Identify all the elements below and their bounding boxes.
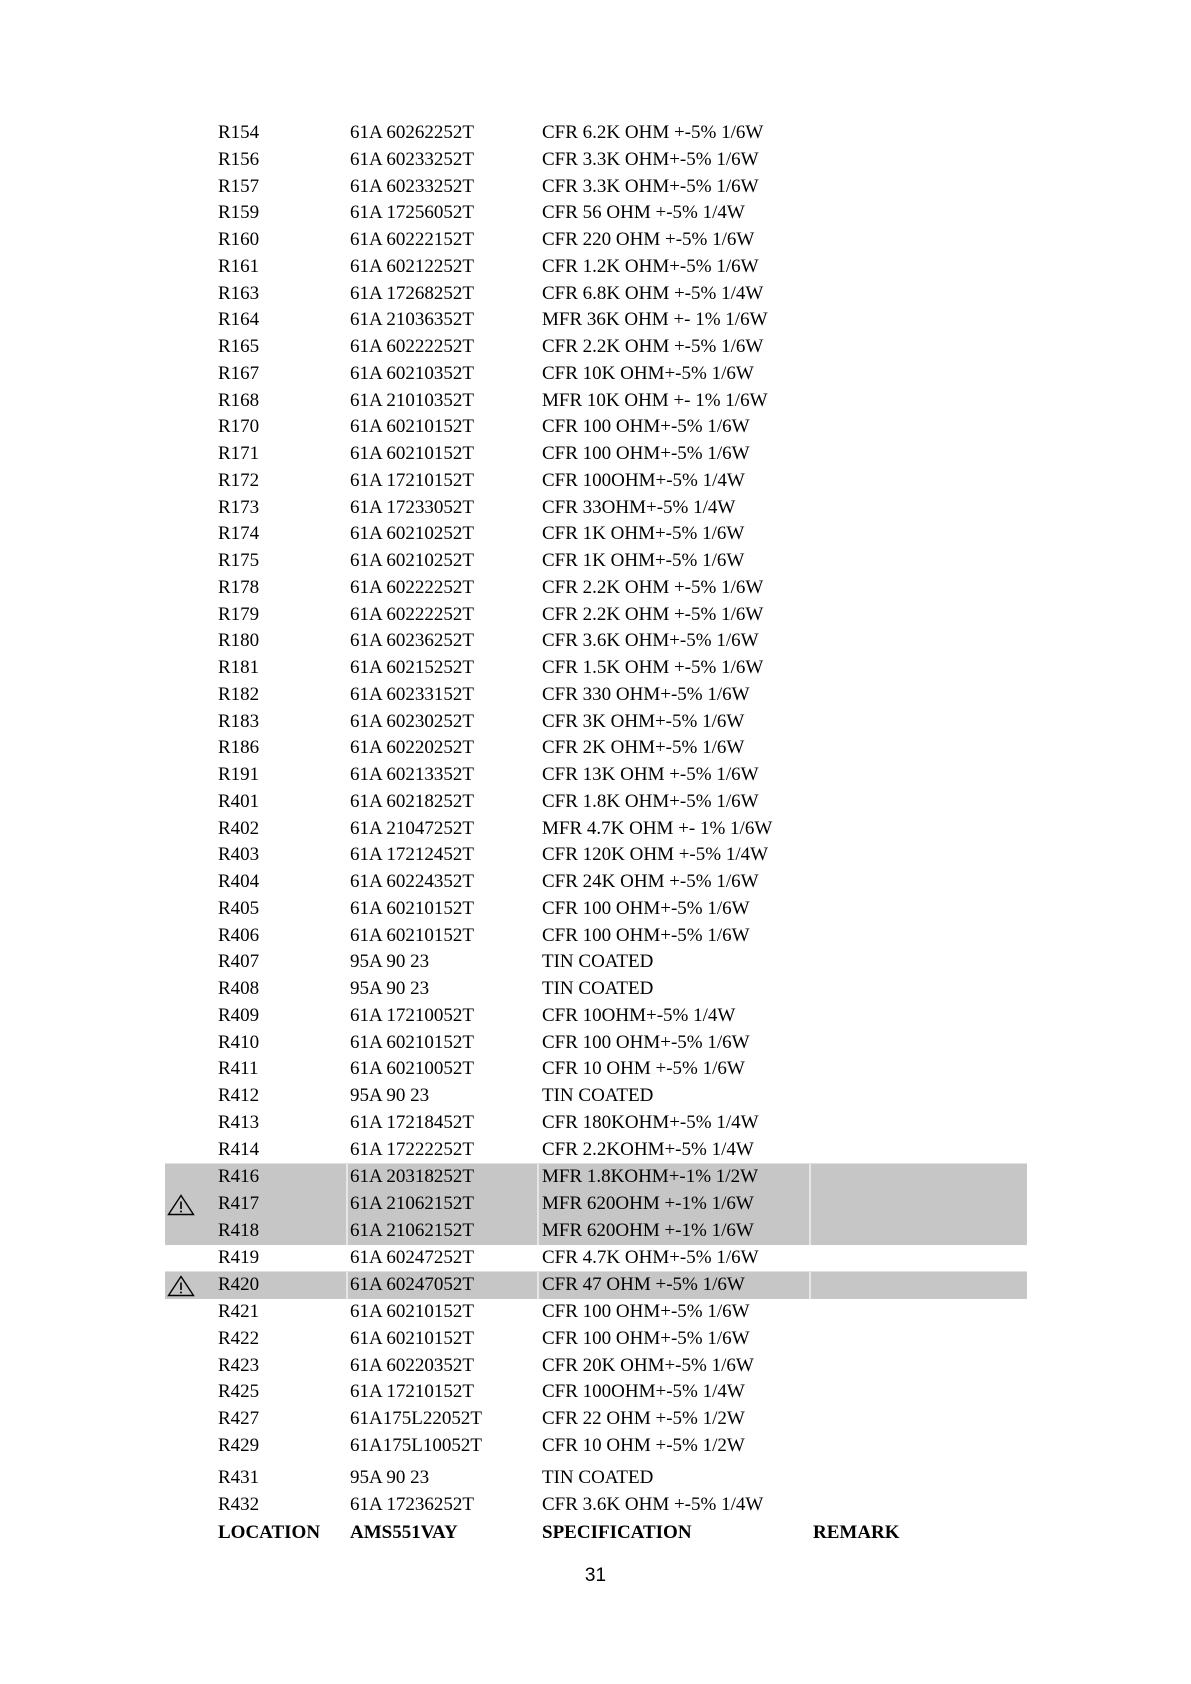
part-number-cell: 61A 60247052T <box>350 1274 475 1296</box>
specification-cell: CFR 100 OHM+-5% 1/6W <box>542 416 750 438</box>
page-number: 31 <box>584 1565 607 1586</box>
specification-cell: CFR 2.2KOHM+-5% 1/4W <box>542 1138 754 1160</box>
table-row <box>165 147 1027 174</box>
location-cell: R416 <box>218 1166 260 1188</box>
location-cell: R175 <box>218 550 260 571</box>
location-cell: R432 <box>218 1493 260 1515</box>
part-number-cell: 61A 17210052T <box>350 1004 475 1026</box>
specification-cell: CFR 33OHM+-5% 1/4W <box>542 496 736 518</box>
part-number-cell: 61A 60218252T <box>350 790 475 812</box>
table-row <box>165 468 1027 495</box>
part-number-cell: 61A 60210252T <box>350 550 475 571</box>
location-cell: R401 <box>218 790 260 812</box>
location-cell: R427 <box>218 1408 260 1429</box>
table-row <box>165 388 1027 415</box>
table-row <box>165 1379 1027 1406</box>
specification-header: SPECIFICATION <box>542 1521 692 1543</box>
table-row <box>165 200 1027 227</box>
specification-cell: CFR 3.3K OHM+-5% 1/6W <box>542 175 759 197</box>
location-cell: R422 <box>218 1327 260 1349</box>
location-cell: R159 <box>218 202 260 224</box>
specification-cell: MFR 4.7K OHM +- 1% 1/6W <box>542 817 773 839</box>
table-row <box>165 628 1027 655</box>
specification-cell: CFR 100 OHM+-5% 1/6W <box>542 1031 750 1053</box>
specification-cell: CFR 100 OHM+-5% 1/6W <box>542 443 750 464</box>
part-number-cell: 61A 17210152T <box>350 469 475 491</box>
part-number-cell: 61A175L22052T <box>350 1408 482 1429</box>
part-number-cell: 61A 60210152T <box>350 1031 475 1053</box>
location-cell: R163 <box>218 282 260 304</box>
part-number-cell: 61A 60262252T <box>350 122 475 143</box>
part-number-cell: 61A 60222252T <box>350 576 475 598</box>
specification-cell: CFR 2.2K OHM +-5% 1/6W <box>542 603 764 625</box>
part-number-cell: 61A 17222252T <box>350 1138 475 1160</box>
location-cell: R154 <box>218 122 260 143</box>
table-row <box>165 976 1027 1003</box>
location-cell: R431 <box>218 1467 260 1488</box>
location-cell: R168 <box>218 389 260 411</box>
specification-cell: MFR 620OHM +-1% 1/6W <box>542 1193 754 1214</box>
part-number-cell: 61A 60210152T <box>350 1301 475 1322</box>
table-row <box>165 307 1027 334</box>
specification-cell: CFR 3.6K OHM +-5% 1/4W <box>542 1493 764 1515</box>
part-number-cell: 95A 90 23 <box>350 951 430 973</box>
part-number-cell: 61A 60210152T <box>350 416 475 438</box>
location-cell: R414 <box>218 1138 260 1160</box>
part-number-cell: 61A 60213352T <box>350 764 475 785</box>
table-row <box>165 334 1027 361</box>
location-cell: R402 <box>218 817 260 839</box>
location-cell: R420 <box>218 1274 260 1296</box>
location-cell: R425 <box>218 1381 260 1403</box>
location-cell: R179 <box>218 603 260 625</box>
part-number-cell: 61A 60210152T <box>350 924 475 946</box>
specification-cell: CFR 10 OHM +-5% 1/2W <box>542 1434 745 1456</box>
location-cell: R421 <box>218 1301 260 1322</box>
specification-cell: CFR 100 OHM+-5% 1/6W <box>542 1327 750 1349</box>
specification-cell: MFR 10K OHM +- 1% 1/6W <box>542 389 768 411</box>
location-cell: R412 <box>218 1085 260 1106</box>
location-cell: R419 <box>218 1246 260 1268</box>
specification-cell: CFR 24K OHM +-5% 1/6W <box>542 871 759 892</box>
table-row <box>165 521 1027 548</box>
part-number-cell: 61A 60247252T <box>350 1246 475 1268</box>
specification-cell: TIN COATED <box>542 951 654 973</box>
part-number-cell: 95A 90 23 <box>350 1085 430 1106</box>
part-number-cell: 61A 60210052T <box>350 1058 475 1080</box>
specification-cell: CFR 1.8K OHM+-5% 1/6W <box>542 790 759 812</box>
table-row <box>165 923 1027 950</box>
part-number-cell: 61A 60212252T <box>350 255 475 277</box>
column-header-row <box>165 1519 1027 1547</box>
table-row <box>165 762 1027 789</box>
table-row <box>165 1299 1027 1326</box>
specification-cell: MFR 620OHM +-1% 1/6W <box>542 1219 754 1241</box>
location-cell: R429 <box>218 1434 260 1456</box>
specification-cell: CFR 6.2K OHM +-5% 1/6W <box>542 122 764 143</box>
table-row <box>165 816 1027 843</box>
location-cell: R406 <box>218 924 260 946</box>
part-number-cell: 95A 90 23 <box>350 1467 430 1488</box>
part-number-cell: 61A 21010352T <box>350 389 475 411</box>
location-cell: R407 <box>218 951 260 973</box>
table-row <box>165 1326 1027 1353</box>
location-cell: R170 <box>218 416 260 438</box>
table-row <box>165 1433 1027 1460</box>
specification-cell: CFR 1K OHM+-5% 1/6W <box>542 523 745 545</box>
specification-cell: CFR 13K OHM +-5% 1/6W <box>542 764 759 785</box>
table-row <box>165 949 1027 976</box>
table-row <box>165 1245 1027 1272</box>
specification-cell: CFR 1.5K OHM +-5% 1/6W <box>542 657 764 678</box>
table-row <box>165 1137 1027 1164</box>
location-cell: R165 <box>218 336 260 357</box>
cell-divider <box>346 1218 348 1245</box>
specification-cell: CFR 3K OHM+-5% 1/6W <box>542 710 745 732</box>
part-number-cell: 61A 60230252T <box>350 710 475 732</box>
cell-divider <box>346 1164 348 1191</box>
table-row <box>165 1406 1027 1433</box>
specification-cell: CFR 2K OHM+-5% 1/6W <box>542 737 745 759</box>
specification-cell: CFR 10K OHM+-5% 1/6W <box>542 362 754 384</box>
part-number-cell: 61A 21062152T <box>350 1193 475 1214</box>
specification-cell: CFR 2.2K OHM +-5% 1/6W <box>542 336 764 357</box>
location-cell: R418 <box>218 1219 260 1241</box>
table-row <box>165 120 1027 147</box>
part-number-cell: 61A 60222152T <box>350 229 475 250</box>
location-cell: R167 <box>218 362 260 384</box>
table-row <box>165 575 1027 602</box>
part-number-cell: 61A 60233152T <box>350 683 475 705</box>
location-cell: R173 <box>218 496 260 518</box>
specification-cell: CFR 22 OHM +-5% 1/2W <box>542 1408 745 1429</box>
table-row <box>165 682 1027 709</box>
part-number-cell: 61A 60210152T <box>350 443 475 464</box>
specification-cell: CFR 10 OHM +-5% 1/6W <box>542 1058 745 1080</box>
specification-cell: CFR 100OHM+-5% 1/4W <box>542 1381 745 1403</box>
location-cell: R164 <box>218 309 260 331</box>
location-cell: R411 <box>218 1058 259 1080</box>
table-row <box>165 735 1027 762</box>
warning-triangle-icon <box>167 1194 195 1216</box>
specification-cell: CFR 120K OHM +-5% 1/4W <box>542 844 769 866</box>
location-cell: R156 <box>218 148 260 170</box>
specification-cell: CFR 3.3K OHM+-5% 1/6W <box>542 148 759 170</box>
location-cell: R417 <box>218 1193 260 1214</box>
part-number-cell: 61A 17256052T <box>350 202 475 224</box>
table-row <box>165 1353 1027 1380</box>
location-cell: R160 <box>218 229 260 250</box>
table-row <box>165 1110 1027 1137</box>
part-number-cell: 61A 60220252T <box>350 737 475 759</box>
specification-cell: TIN COATED <box>542 978 654 999</box>
part-number-cell: 61A 60210252T <box>350 523 475 545</box>
table-row <box>165 842 1027 869</box>
specification-cell: CFR 2.2K OHM +-5% 1/6W <box>542 576 764 598</box>
table-row <box>165 174 1027 201</box>
table-row <box>165 1030 1027 1057</box>
table-row <box>165 709 1027 736</box>
location-cell: R182 <box>218 683 260 705</box>
table-row <box>165 1492 1027 1519</box>
part-number-cell: 61A 60220352T <box>350 1354 475 1376</box>
specification-cell: CFR 100 OHM+-5% 1/6W <box>542 897 750 919</box>
location-cell: R408 <box>218 978 260 999</box>
specification-cell: CFR 3.6K OHM+-5% 1/6W <box>542 630 759 652</box>
specification-cell: CFR 1K OHM+-5% 1/6W <box>542 550 745 571</box>
table-row <box>165 896 1027 923</box>
table-row <box>165 1083 1027 1110</box>
table-row <box>165 414 1027 441</box>
specification-cell: CFR 100 OHM+-5% 1/6W <box>542 1301 750 1322</box>
part-number-cell: 61A 17233052T <box>350 496 475 518</box>
table-row <box>165 254 1027 281</box>
location-cell: R413 <box>218 1111 260 1133</box>
location-cell: R181 <box>218 657 260 678</box>
specification-cell: CFR 56 OHM +-5% 1/4W <box>542 202 745 224</box>
specification-cell: TIN COATED <box>542 1085 654 1106</box>
part-number-cell: 61A 21062152T <box>350 1219 475 1241</box>
part-number-cell: 61A 21036352T <box>350 309 475 331</box>
table-row <box>165 495 1027 522</box>
location-cell: R171 <box>218 443 260 464</box>
table-row <box>165 602 1027 629</box>
part-number-cell: 61A 60233252T <box>350 175 475 197</box>
remark-header: REMARK <box>813 1521 900 1543</box>
cell-divider <box>346 1191 348 1218</box>
parts-table <box>165 120 1027 1547</box>
specification-cell: MFR 1.8KOHM+-1% 1/2W <box>542 1166 759 1188</box>
specification-cell: CFR 100OHM+-5% 1/4W <box>542 469 745 491</box>
part-number-cell: 61A 60210152T <box>350 1327 475 1349</box>
part-number-cell: 61A 60224352T <box>350 871 475 892</box>
table-row <box>165 1163 1027 1191</box>
table-row <box>165 869 1027 896</box>
part-number-cell: 61A 60233252T <box>350 148 475 170</box>
location-cell: R191 <box>218 764 260 785</box>
part-number-cell: 61A 21047252T <box>350 817 475 839</box>
specification-cell: CFR 6.8K OHM +-5% 1/4W <box>542 282 764 304</box>
location-cell: R174 <box>218 523 260 545</box>
parts-rows <box>165 120 1027 1519</box>
table-row <box>165 227 1027 254</box>
part-number-header: AMS551VAY <box>350 1521 458 1543</box>
part-number-cell: 61A 17268252T <box>350 282 475 304</box>
specification-cell: CFR 220 OHM +-5% 1/6W <box>542 229 755 250</box>
location-cell: R423 <box>218 1354 260 1376</box>
location-cell: R410 <box>218 1031 260 1053</box>
table-row <box>165 548 1027 575</box>
part-number-cell: 61A 60222252T <box>350 603 475 625</box>
table-row <box>165 655 1027 682</box>
warning-triangle-icon <box>167 1275 195 1297</box>
part-number-cell: 61A 17210152T <box>350 1381 475 1403</box>
specification-cell: CFR 330 OHM+-5% 1/6W <box>542 683 750 705</box>
table-row <box>165 1271 1027 1299</box>
part-number-cell: 61A 17212452T <box>350 844 475 866</box>
table-row <box>165 281 1027 308</box>
part-number-cell: 95A 90 23 <box>350 978 430 999</box>
location-cell: R180 <box>218 630 260 652</box>
specification-cell: CFR 180KOHM+-5% 1/4W <box>542 1111 759 1133</box>
location-cell: R405 <box>218 897 260 919</box>
location-cell: R403 <box>218 844 260 866</box>
location-cell: R178 <box>218 576 260 598</box>
location-cell: R409 <box>218 1004 260 1026</box>
specification-cell: CFR 1.2K OHM+-5% 1/6W <box>542 255 759 277</box>
location-header: LOCATION <box>218 1521 321 1543</box>
part-number-cell: 61A175L10052T <box>350 1434 482 1456</box>
specification-cell: CFR 47 OHM +-5% 1/6W <box>542 1274 745 1296</box>
part-number-cell: 61A 60236252T <box>350 630 475 652</box>
specification-cell: CFR 4.7K OHM+-5% 1/6W <box>542 1246 759 1268</box>
location-cell: R186 <box>218 737 260 759</box>
location-cell: R172 <box>218 469 260 491</box>
specification-cell: CFR 10OHM+-5% 1/4W <box>542 1004 736 1026</box>
part-number-cell: 61A 60210152T <box>350 897 475 919</box>
table-row <box>165 1218 1027 1245</box>
specification-cell: TIN COATED <box>542 1467 654 1488</box>
part-number-cell: 61A 60215252T <box>350 657 475 678</box>
part-number-cell: 61A 17236252T <box>350 1493 475 1515</box>
table-row <box>165 361 1027 388</box>
location-cell: R161 <box>218 255 260 277</box>
part-number-cell: 61A 20318252T <box>350 1166 475 1188</box>
table-row <box>165 441 1027 468</box>
table-row <box>165 1003 1027 1030</box>
table-row <box>165 1465 1027 1492</box>
table-row <box>165 1191 1027 1218</box>
part-number-cell: 61A 60222252T <box>350 336 475 357</box>
specification-cell: CFR 100 OHM+-5% 1/6W <box>542 924 750 946</box>
specification-cell: MFR 36K OHM +- 1% 1/6W <box>542 309 768 331</box>
part-number-cell: 61A 60210352T <box>350 362 475 384</box>
cell-divider <box>346 1272 348 1299</box>
specification-cell: CFR 20K OHM+-5% 1/6W <box>542 1354 754 1376</box>
location-cell: R404 <box>218 871 260 892</box>
table-row <box>165 789 1027 816</box>
location-cell: R183 <box>218 710 260 732</box>
table-row <box>165 1056 1027 1083</box>
location-cell: R157 <box>218 175 260 197</box>
part-number-cell: 61A 17218452T <box>350 1111 475 1133</box>
